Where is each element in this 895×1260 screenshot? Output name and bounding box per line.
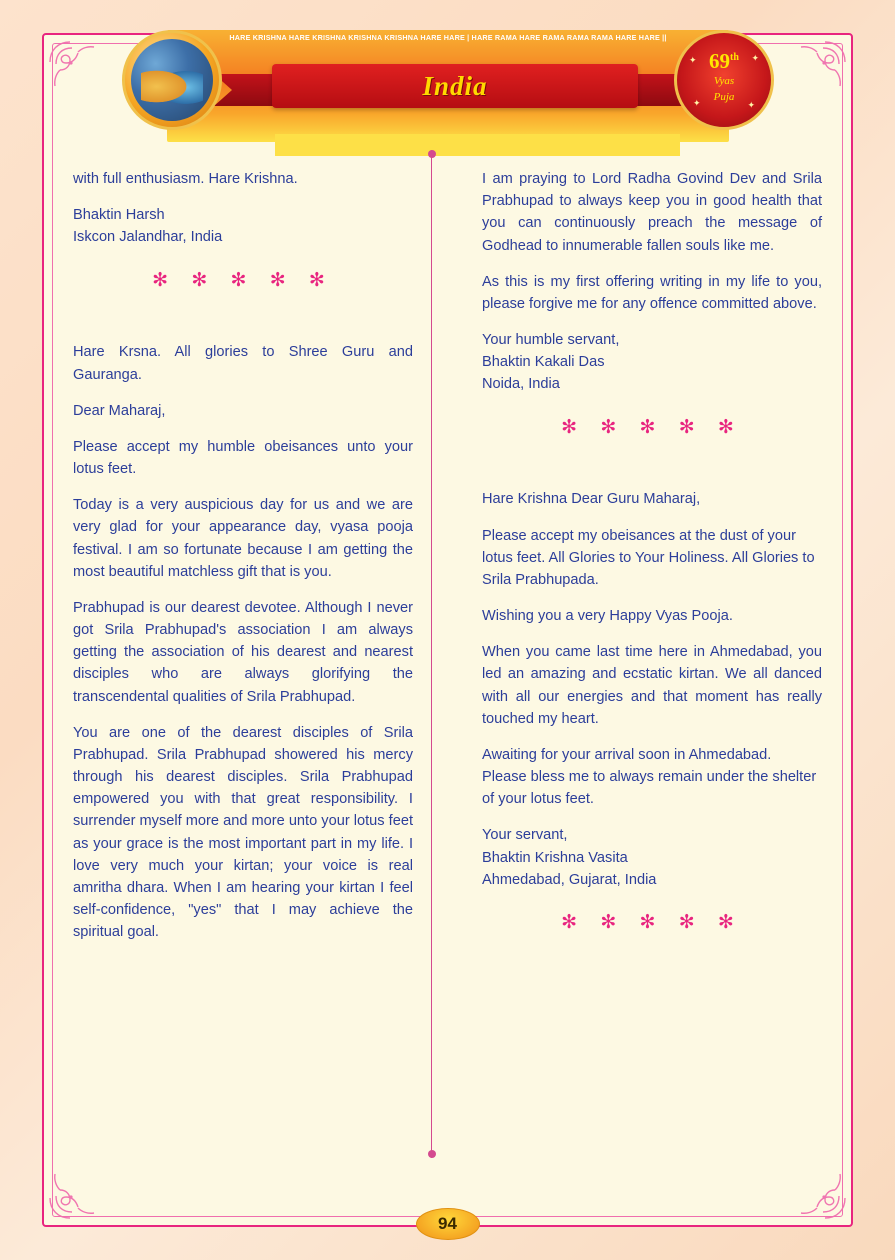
signature-line: Bhaktin Krishna Vasita xyxy=(482,849,628,866)
badge-line-1: Vyas xyxy=(713,75,735,87)
paragraph: Please accept my obeisances at the dust of your lotus feet. All Glories to Your Holiness. All Glories to Srila Prabhupada. xyxy=(482,527,815,588)
star-separator: ✻ ✻ ✻ ✻ ✻ xyxy=(152,269,334,291)
deity-image xyxy=(131,39,213,121)
signature-block xyxy=(482,329,822,396)
signature-line: Ahmedabad, Gujarat, India xyxy=(482,871,657,888)
paragraph: with full enthusiasm. Hare Krishna. xyxy=(73,171,298,187)
signature-line: Bhaktin Kakali Das xyxy=(482,354,605,371)
divider-dot-top xyxy=(428,150,436,158)
corner-flourish-icon xyxy=(48,40,102,94)
sparkle-icon: ✦ xyxy=(747,100,755,110)
paragraph: As this is my first offering writing in my life to you, please forgive me for any offence committed above. xyxy=(482,273,822,312)
corner-flourish-icon xyxy=(48,1166,102,1220)
signature-block xyxy=(73,204,413,248)
star-separator: ✻ ✻ ✻ ✻ ✻ xyxy=(561,912,743,933)
paragraph: Wishing you a very Happy Vyas Pooja. xyxy=(482,608,733,625)
page-number-badge: 94 xyxy=(416,1208,480,1240)
country-title: India xyxy=(422,71,488,101)
signature-line: Your servant, xyxy=(482,827,568,844)
badge-line-2: Puja xyxy=(713,91,735,103)
column-divider xyxy=(431,150,432,1158)
salutation: Dear Maharaj, xyxy=(73,402,166,419)
paragraph: Please accept my humble obeisances unto your lotus feet. xyxy=(73,438,413,478)
vyas-puja-number xyxy=(677,49,771,74)
country-ribbon xyxy=(212,60,698,118)
paragraph: Prabhupad is our dearest devotee. Although I never got Srila Prabhupad's association I am always getting the association of his dearest and nearest disciples who are always glorifying the transcendental qualities of Srila Prabhupad. xyxy=(73,599,413,705)
corner-flourish-icon xyxy=(793,1166,847,1220)
page-content xyxy=(73,168,822,1158)
badge-number: 69 xyxy=(709,49,731,73)
paragraph: Hare Krsna. All glories to Shree Guru and Gauranga. xyxy=(73,344,413,383)
page-header-banner xyxy=(112,22,784,142)
paragraph: You are one of the dearest disciples of Srila Prabhupad. Srila Prabhupad showered his mercy through his dearest disciples. Srila Prabhupad empowered you with that great responsibility. I surrender myself more and more unto your lotus feet as your grace is the most important part in my life. I love very much your kirtan; your voice is real amritha dhara. When I am hearing your kirtan I feel self-confidence, "yes" that I may achieve the spiritual goal. xyxy=(73,724,413,941)
divider-dot-bottom xyxy=(428,1150,436,1158)
sparkle-icon: ✦ xyxy=(751,53,759,63)
vertical-spacer xyxy=(482,462,822,488)
sparkle-icon: ✦ xyxy=(693,98,701,108)
signature-line: Iskcon Jalandhar, India xyxy=(73,229,223,246)
signature-block xyxy=(482,824,822,891)
signature-line: Your humble servant, xyxy=(482,332,620,349)
star-separator: ✻ ✻ ✻ ✻ ✻ xyxy=(561,416,743,438)
paragraph: Please bless me to always remain under the shelter of your lotus feet. xyxy=(482,769,817,808)
deity-photo-medallion xyxy=(122,30,222,130)
paragraph: Awaiting for your arrival soon in Ahmedabad. xyxy=(482,746,772,763)
right-text-column xyxy=(482,168,822,958)
paragraph: I am praying to Lord Radha Govind Dev and Srila Prabhupad to always keep you in good health that you can continuously preach the message of Godhead to innumerable fallen souls like me. xyxy=(482,171,822,254)
vertical-spacer xyxy=(73,315,413,341)
signature-line: Noida, India xyxy=(482,376,560,393)
sparkle-icon: ✦ xyxy=(689,55,697,65)
paragraph: When you came last time here in Ahmedabad, you led an amazing and ecstatic kirtan. We all danced with all our energies and that moment has really touched my heart. xyxy=(482,644,822,727)
badge-ordinal: th xyxy=(730,52,739,63)
salutation: Hare Krishna Dear Guru Maharaj, xyxy=(482,491,701,508)
signature-line: Bhaktin Harsh xyxy=(73,207,165,224)
corner-flourish-icon xyxy=(793,40,847,94)
vyas-puja-badge xyxy=(674,30,774,130)
maha-mantra-text: HARE KRISHNA HARE KRISHNA KRISHNA KRISHNA HARE HARE | HARE RAMA HARE RAMA RAMA RAMA HARE HARE || xyxy=(229,33,667,42)
left-text-column xyxy=(73,168,413,958)
paragraph: Today is a very auspicious day for us and we are very glad for your appearance day, vyasa pooja festival. I am so fortunate because I am getting the most beautiful matchless gift that is you. xyxy=(73,497,413,580)
